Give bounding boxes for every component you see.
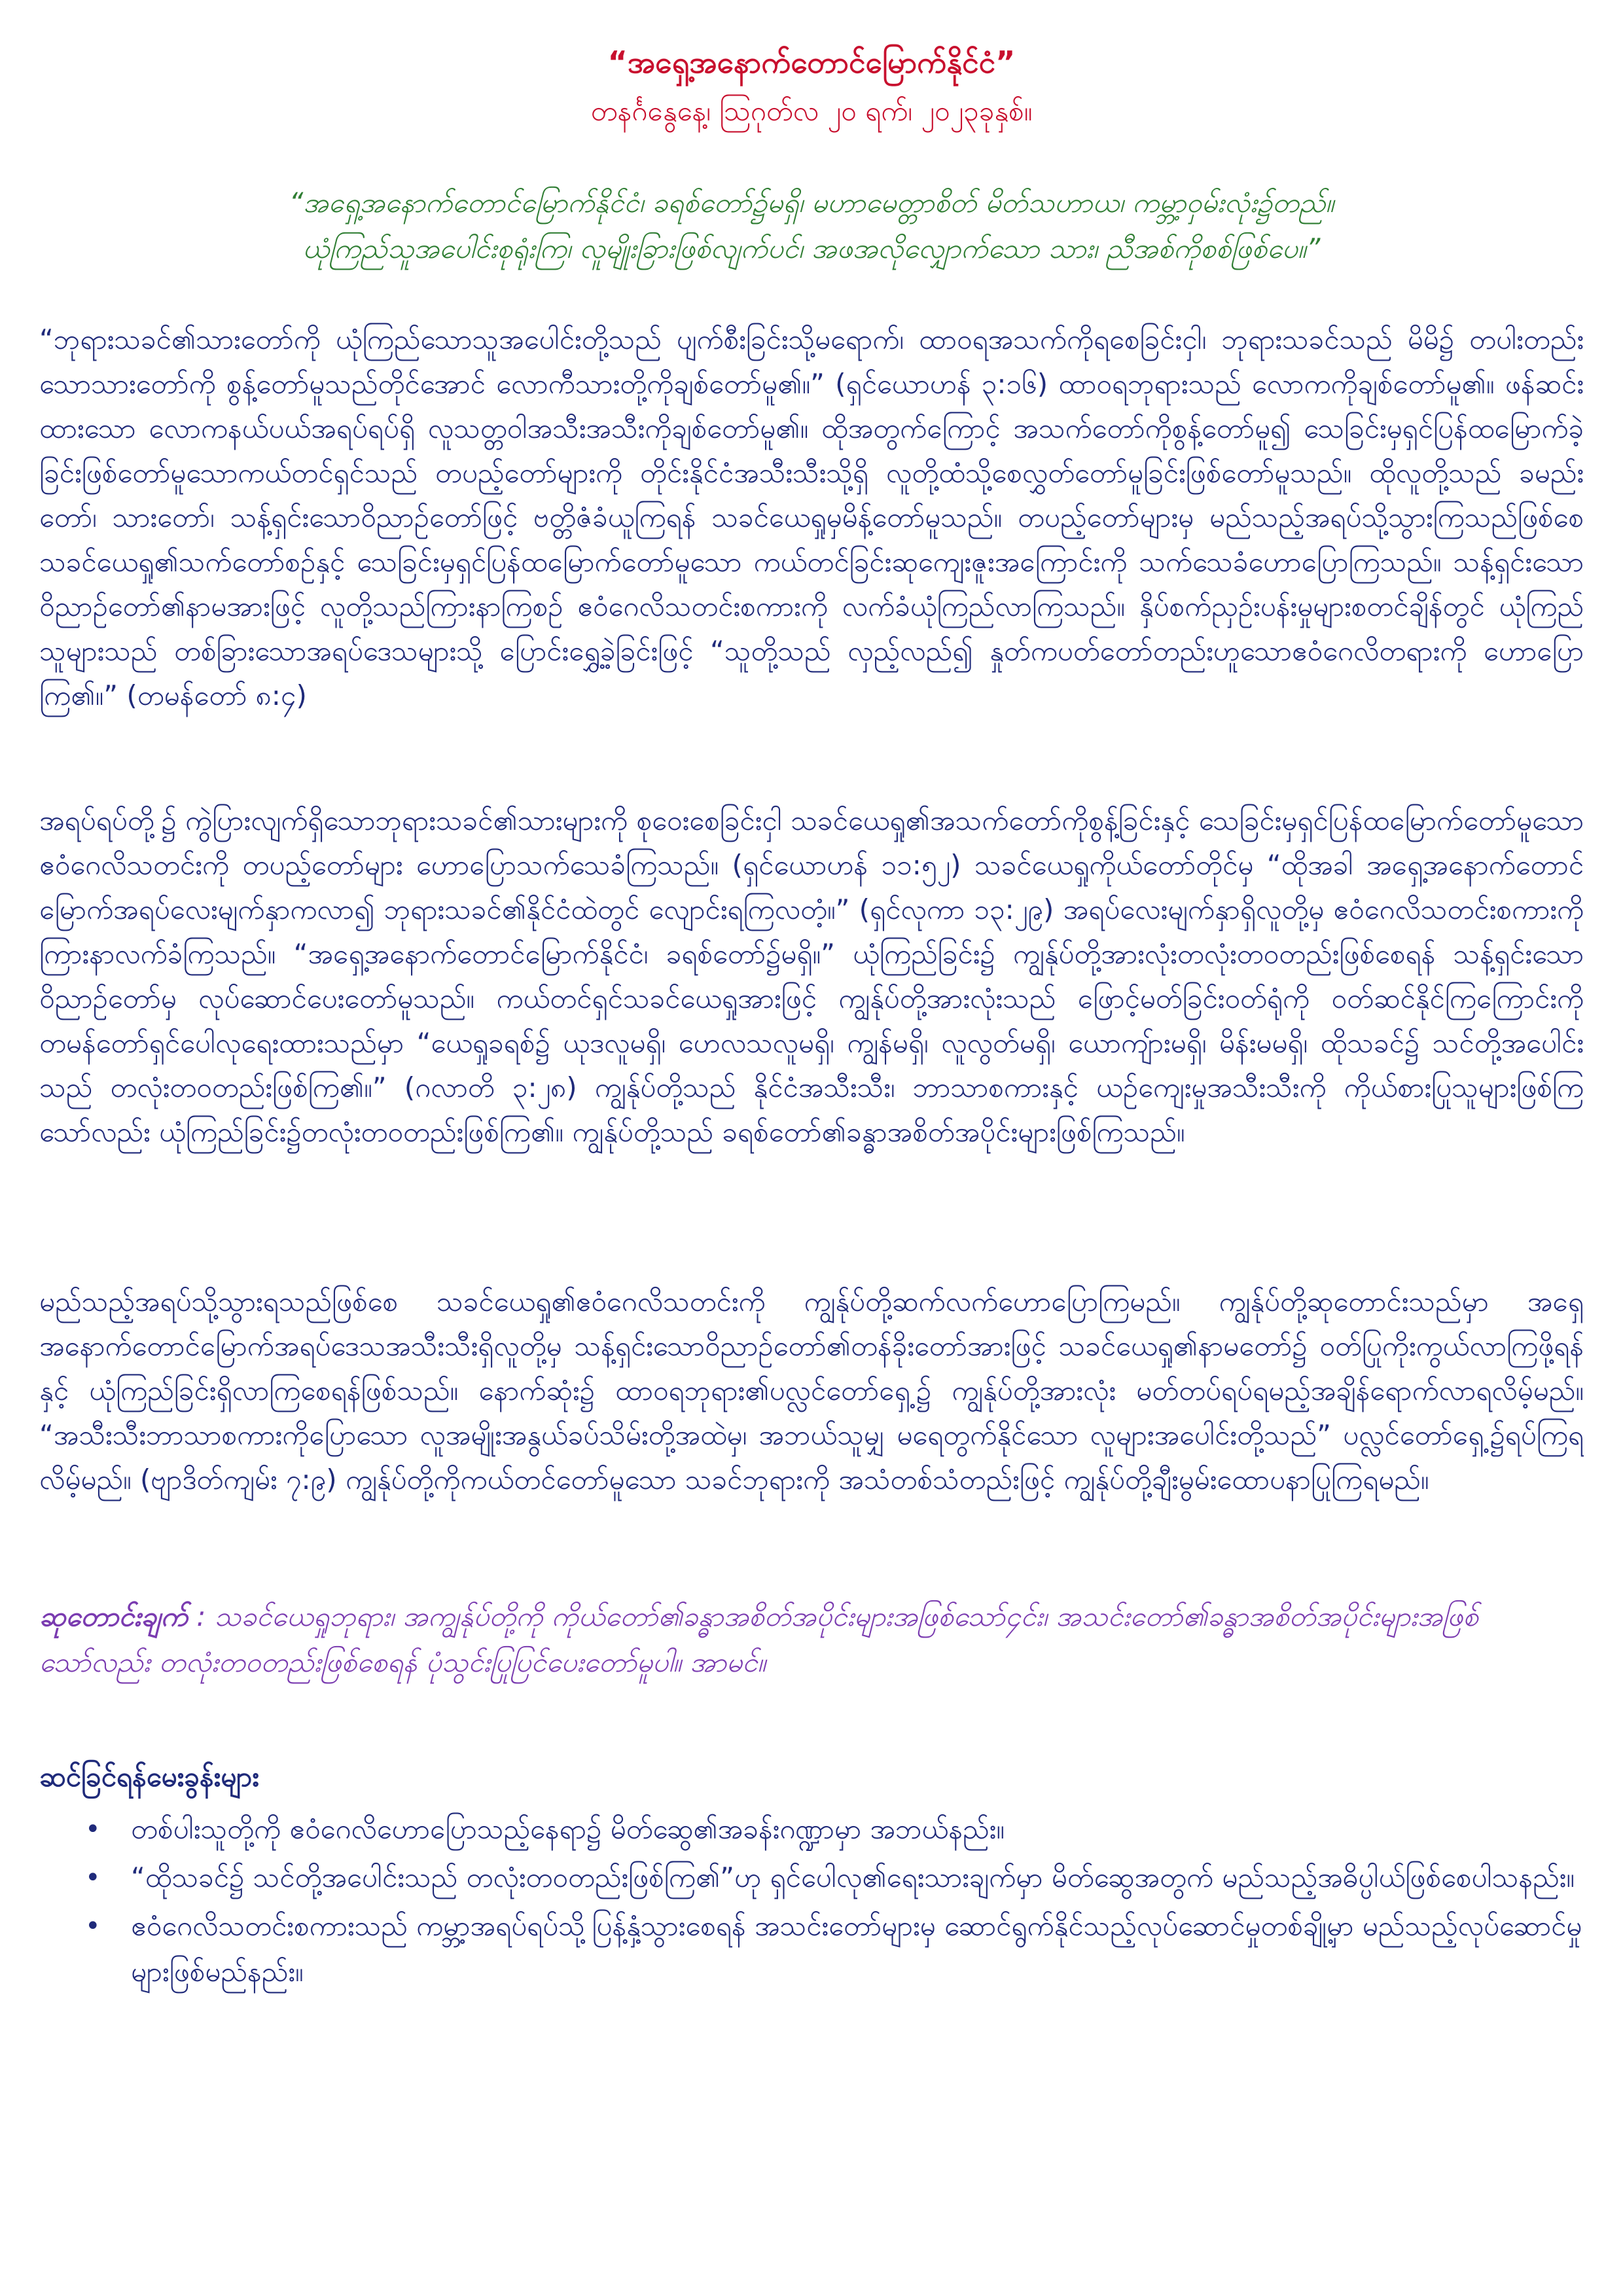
hymn-verse-line-1: “အရှေ့အနောက်တောင်မြောက်နိုင်ငံ၊ ခရစ်တော်၌မရှိ၊ မဟာမေတ္တာစိတ် မိတ်သဟာယ၊ ကမ္ဘာ့ဝှမ်းလုံး၌တည်။ xyxy=(289,187,1334,219)
body-paragraph-3: မည်သည့်အရပ်သို့သွားရသည်ဖြစ်စေ သခင်ယေရှု၏ဧဝံဂေလိသတင်းကို ကျွန်ုပ်တို့ဆက်လက်ဟောပြောကြမည်။ ကျွန်ုပ်တို့ဆုတောင်းသည်မှာ အရှေ့အနောက်တောင်မြောက်အရပ်ဒေသအသီးသီးရှိလူတို့မှ သန့်ရှင်းသောဝိညာဉ်တော်၏တန်ခိုးတော်အားဖြင့် သခင်ယေရှု၏နာမတော်၌ ဝတ်ပြုကိုးကွယ်လာကြဖို့ရန်နှင့် ယုံကြည်ခြင်းရှိလာကြစေရန်ဖြစ်သည်။ နောက်ဆုံး၌ ထာဝရဘုရား၏ပလ္လင်တော်ရှေ့၌ ကျွန်ုပ်တို့အားလုံး မတ်တပ်ရပ်ရမည့်အချိန်ရောက်လာရလိမ့်မည်။ “အသီးသီးဘာသာစကားကိုပြောသော လူအမျိုးအနွယ်ခပ်သိမ်းတို့အထဲမှ၊ အဘယ်သူမျှ မရေတွက်နိုင်သော လူများအပေါင်းတို့သည်” ပလ္လင်တော်ရှေ့၌ရပ်ကြရလိမ့်မည်။ (ဗျာဒိတ်ကျမ်း ၇:၉) ကျွန်ုပ်တို့ကိုကယ်တင်တော်မူသော သခင်ဘုရားကို အသံတစ်သံတည်းဖြင့် ကျွန်ုပ်တို့ချီးမွမ်းထောပနာပြုကြရမည်။ xyxy=(39,1285,1584,1496)
bullet-icon: • xyxy=(85,1911,101,1941)
bullet-icon: • xyxy=(85,1814,101,1844)
prayer-text: သခင်ယေရှုဘုရား၊ အကျွန်ုပ်တို့ကို ကိုယ်တော်၏ခန္ဓာအစိတ်အပိုင်းများအဖြစ်သော်၄င်း၊ အသင်းတော်၏ခန္ဓာအစိတ်အပိုင်းများအဖြစ်သော်လည်း တလုံးတဝတည်းဖြစ်စေရန် ပုံသွင်းပြုပြင်ပေးတော်မူပါ။ အာမင်။ xyxy=(39,1600,1478,1678)
hymn-verse-line-2: ယုံကြည်သူအပေါင်းစုရုံးကြ၊ လူမျိုးခြားဖြစ်လျက်ပင်၊ အဖအလိုလျှောက်သော သား၊ ညီအစ်ကိုစစ်ဖြစ်ပေ။” xyxy=(302,232,1321,264)
list-item xyxy=(39,1806,1584,1852)
page-title: “အရှေ့အနောက်တောင်မြောက်နိုင်ငံ” xyxy=(607,45,1016,80)
bullet-icon: • xyxy=(85,1863,101,1893)
list-item xyxy=(39,1903,1584,1995)
body-paragraph-2: အရပ်ရပ်တို့၌ ကွဲပြားလျက်ရှိသောဘုရားသခင်၏သားများကို စုဝေးစေခြင်းငှါ သခင်ယေရှု၏အသက်တော်ကိုစွန့်ခြင်းနှင့် သေခြင်းမှရှင်ပြန်ထမြောက်တော်မူသော ဧဝံဂေလိသတင်းကို တပည့်တော်များ ဟောပြောသက်သေခံကြသည်။ (ရှင်ယောဟန် ၁၁:၅၂) သခင်ယေရှုကိုယ်တော်တိုင်မှ “ထိုအခါ အရှေ့အနောက်တောင်မြောက်အရပ်လေးမျက်နှာကလာ၍ ဘုရားသခင်၏နိုင်ငံထဲတွင် လျောင်းရကြလတံ့။” (ရှင်လုကာ ၁၃:၂၉) အရပ်လေးမျက်နှာရှိလူတို့မှ ဧဝံဂေလိသတင်းစကားကို ကြားနာလက်ခံကြသည်။ “အရှေ့အနောက်တောင်မြောက်နိုင်ငံ၊ ခရစ်တော်၌မရှိ။” ယုံကြည်ခြင်း၌ ကျွန်ုပ်တို့အားလုံးတလုံးတဝတည်းဖြစ်စေရန် သန့်ရှင်းသောဝိညာဉ်တော်မှ လုပ်ဆောင်ပေးတော်မူသည်။ ကယ်တင်ရှင်သခင်ယေရှုအားဖြင့် ကျွန်ုပ်တို့အားလုံးသည် ဖြောင့်မတ်ခြင်းဝတ်ရုံကို ဝတ်ဆင်နိုင်ကြကြောင်းကို တမန်တော်ရှင်ပေါလုရေးထားသည်မှာ “ယေရှုခရစ်၌ ယုဒလူမရှိ၊ ဟေလသလူမရှိ၊ ကျွန်မရှိ၊ လူလွတ်မရှိ၊ ယောကျ်ားမရှိ၊ မိန်းမမရှိ၊ ထိုသခင်၌ သင်တို့အပေါင်းသည် တလုံးတဝတည်းဖြစ်ကြ၏။” (ဂလာတိ ၃:၂၈) ကျွန်ုပ်တို့သည် နိုင်ငံအသီးသီး၊ ဘာသာစကားနှင့် ယဉ်ကျေးမှုအသီးသီးကို ကိုယ်စားပြုသူများဖြစ်ကြသော်လည်း ယုံကြည်ခြင်း၌တလုံးတဝတည်းဖြစ်ကြ၏။ ကျွန်ုပ်တို့သည် ခရစ်တော်၏ခန္ဓာအစိတ်အပိုင်းများဖြစ်ကြသည်။ xyxy=(39,804,1584,1148)
body-paragraph-1: “ဘုရားသခင်၏သားတော်ကို ယုံကြည်သောသူအပေါင်းတို့သည် ပျက်စီးခြင်းသို့မရောက်၊ ထာဝရအသက်ကိုရစေခြင်းငှါ၊ ဘုရားသခင်သည် မိမိ၌ တပါးတည်းသောသားတော်ကို စွန့်တော်မူသည်တိုင်အောင် လောကီသားတို့ကိုချစ်တော်မူ၏။” (ရှင်ယောဟန် ၃:၁၆) ထာဝရဘုရားသည် လောကကိုချစ်တော်မူ၏။ ဖန်ဆင်းထားသော လောကနယ်ပယ်အရပ်ရပ်ရှိ လူသတ္တဝါအသီးအသီးကိုချစ်တော်မူ၏။ ထိုအတွက်ကြောင့် အသက်တော်ကိုစွန့်တော်မူ၍ သေခြင်းမှရှင်ပြန်ထမြောက်ခဲ့ခြင်းဖြစ်တော်မူသောကယ်တင်ရှင်သည် တပည့်တော်များကို တိုင်းနိုင်ငံအသီးသီးသို့ရှိ လူတို့ထံသို့စေလွှတ်တော်မူခြင်းဖြစ်တော်မူသည်။ ထိုလူတို့သည် ခမည်းတော်၊ သားတော်၊ သန့်ရှင်းသောဝိညာဉ်တော်ဖြင့် ဗတ္တိဇံခံယူကြရန် သခင်ယေရှုမှမိန့်တော်မူသည်။ တပည့်တော်များမှ မည်သည့်အရပ်သို့သွားကြသည်ဖြစ်စေ သခင်ယေရှု၏သက်တော်စဉ်နှင့် သေခြင်းမှရှင်ပြန်ထမြောက်တော်မူသော ကယ်တင်ခြင်းဆုကျေးဇူးအကြောင်းကို သက်သေခံဟောပြောကြသည်။ သန့်ရှင်းသောဝိညာဉ်တော်၏နာမအားဖြင့် လူတို့သည်ကြားနာကြစဉ် ဧဝံဂေလိသတင်းစကားကို လက်ခံယုံကြည်လာကြသည်။ နှိပ်စက်ညှဉ်းပန်းမှုများစတင်ချိန်တွင် ယုံကြည်သူများသည် တစ်ခြားသောအရပ်ဒေသများသို့ ပြောင်းရွှေ့ခဲ့ခြင်းဖြင့် “သူတို့သည် လှည့်လည်၍ နှုတ်ကပတ်တော်တည်းဟူသောဧဝံဂေလိတရားကို ဟောပြောကြ၏။” (တမန်တော် ၈:၄) xyxy=(39,323,1584,711)
question-text: တစ်ပါးသူတို့ကို ဧဝံဂေလိဟောပြောသည့်နေရာ၌ မိတ်ဆွေ၏အခန်းဂဏ္ဍာမှာ အဘယ်နည်း။ xyxy=(131,1813,1005,1845)
page-date: တနင်္ဂနွေနေ့၊ ဩဂုတ်လ ၂၀ ရက်၊ ၂၀၂၃ခုနှစ်။ xyxy=(590,95,1033,127)
question-text: “ထိုသခင်၌ သင်တို့အပေါင်းသည် တလုံးတဝတည်းဖြစ်ကြ၏”ဟု ရှင်ပေါလု၏ရေးသားချက်မှာ မိတ်ဆွေအတွက် မည်သည့်အဓိပ္ပါယ်ဖြစ်စေပါသနည်း။ xyxy=(131,1861,1575,1893)
question-text: ဧဝံဂေလိသတင်းစကားသည် ကမ္ဘာ့အရပ်ရပ်သို့ပြန့်နှံ့သွားစေရန် အသင်းတော်များမှ ဆောင်ရွက်နိုင်သည့်လုပ်ဆောင်မှုတစ်ချို့မှာ မည်သည့်လုပ်ဆောင်မှုများဖြစ်မည်နည်း။ xyxy=(131,1910,1582,1988)
prayer-label: ဆုတောင်းချက် xyxy=(39,1600,188,1632)
prayer-separator: : xyxy=(187,1600,215,1632)
hymn-verse xyxy=(92,180,1531,272)
document-page xyxy=(39,39,1584,2257)
list-item xyxy=(39,1855,1584,1901)
questions-heading: ဆင်ခြင်ရန်မေးခွန်းများ xyxy=(39,1761,259,1793)
questions-list xyxy=(39,1806,1584,1998)
prayer-block xyxy=(39,1594,1584,1685)
